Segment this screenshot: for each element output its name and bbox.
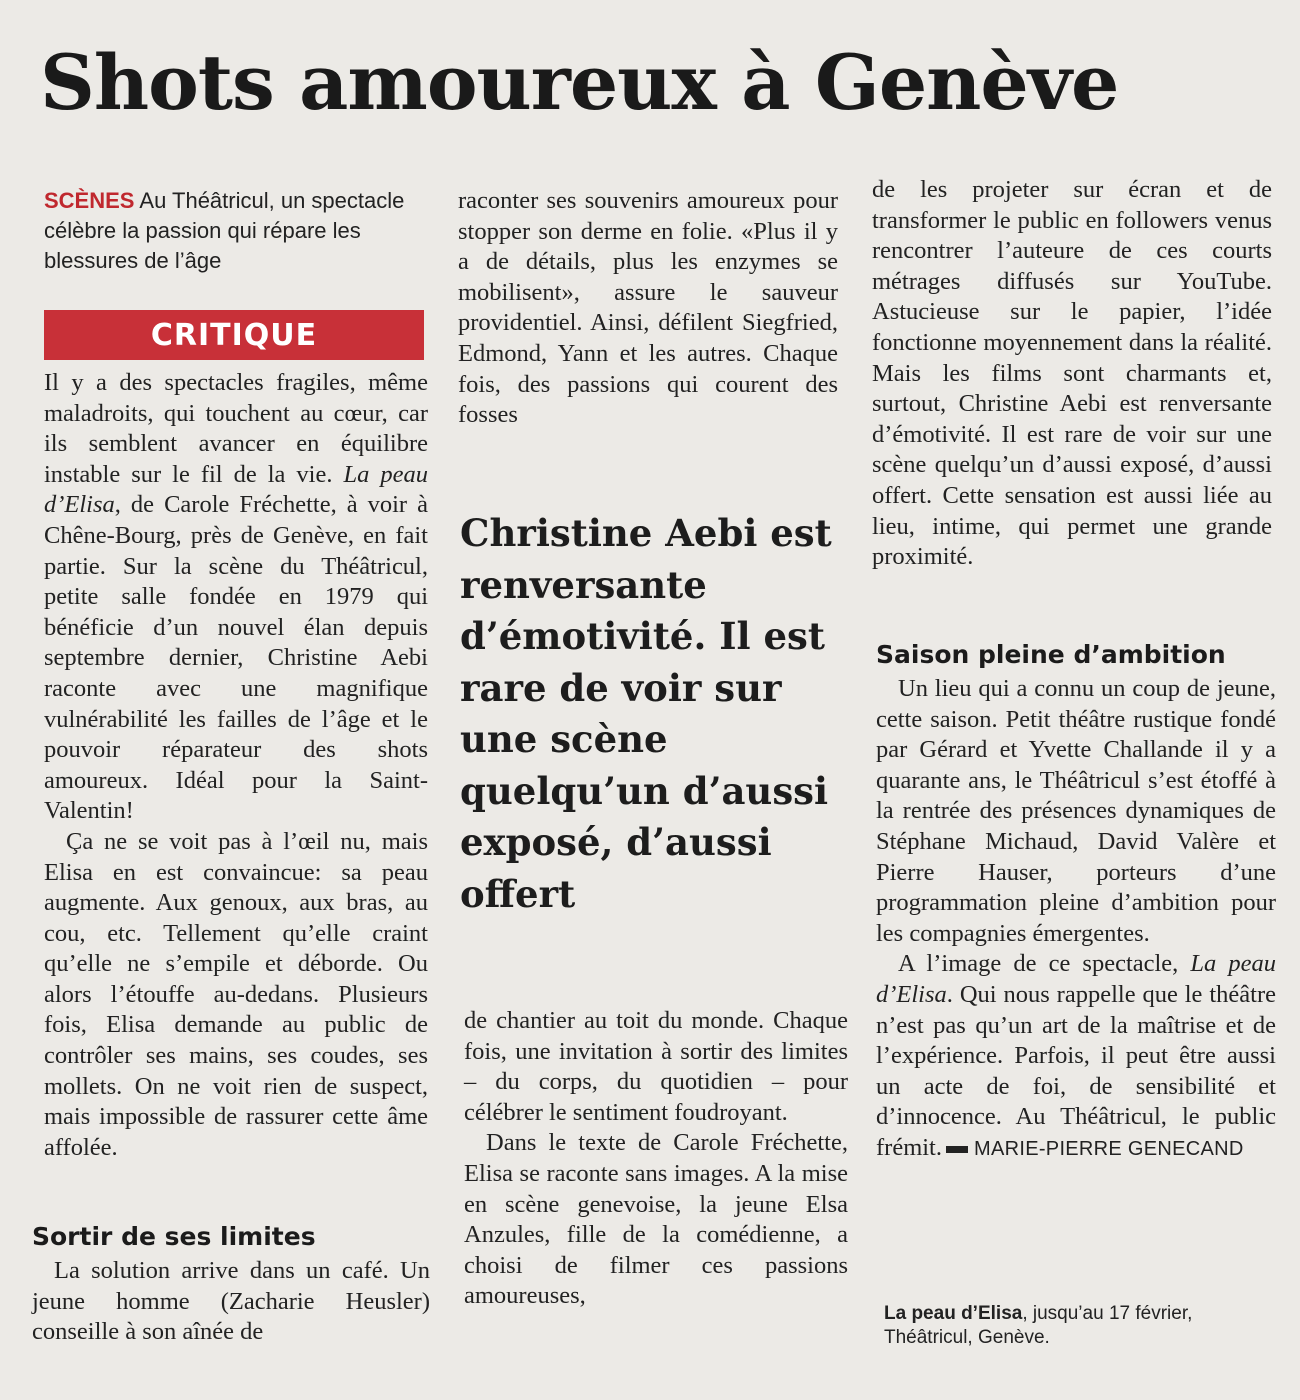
rubric-label: SCÈNES: [44, 188, 135, 213]
column-3-top: [872, 175, 1272, 573]
info-title: La peau d’Elisa: [884, 1303, 1023, 1324]
info-text: , jusqu’au 17 février, Théâtricul, Genève.: [884, 1303, 1193, 1348]
critique-banner: [44, 310, 424, 360]
paragraph: Dans le texte de Carole Fréchette, Elisa se raconte sans images. A la mise en scène genevoise, la jeune Elsa Anzules, fille de la comédienne, a choisi de filmer ces passions amoureuses,: [464, 1129, 848, 1310]
column-2-top: [458, 186, 838, 431]
play-title: La peau d’Elisa: [44, 460, 429, 519]
info-box: [884, 1302, 1284, 1350]
paragraph: de les projeter sur écran et de transformer le public en followers venus rencontrer l’auteure de ces courts métrages diffusés sur YouTube. Astucieuse sur le papier, l’idée fonctionne moyennement dans la réalité. Mais les films sont charmants et, surtout, Christine Aebi est renversante d’émotivité. Il est rare de voir sur une scène quelqu’un d’aussi exposé, d’aussi offert. Cette sensation est aussi liée au lieu, intime, qui permet une grande proximité.: [872, 176, 1272, 571]
text-run: , de Carole Fréchette, à voir à Chêne-Bourg, près de Genève, en fait partie. Sur la scène du Théâtricul, petite salle fondée en 1979 qui bénéficie d’un nouvel élan depuis septembre dernier, Christine Aebi raconte avec une magnifique vulnérabilité les failles de l’âge et le pouvoir réparateur des shots amoureux. Idéal pour la Saint-Valentin!: [44, 491, 428, 825]
paragraph-intro: [44, 368, 428, 827]
pull-quote: Christine Aebi est renversante d’émotivité. Il est rare de voir sur une scène quelqu’un d’aussi exposé, d’aussi offert: [460, 511, 832, 916]
subhead-saison: Saison pleine d’ambition: [876, 640, 1226, 669]
play-title: La peau d’Elisa: [876, 950, 1276, 1008]
paragraph: raconter ses souvenirs amoureux pour stopper son derme en folie. «Plus il y a de détails, plus les enzymes se mobilisent», assure le sauveur providentiel. Ainsi, défilent Siegfried, Edmond, Yann et les autres. Chaque fois, des passions qui courent des fosses: [458, 187, 838, 429]
column-2-bottom: [464, 1006, 848, 1312]
column-1-end: [32, 1256, 430, 1348]
headline: Shots amoureux à Genève: [40, 38, 1119, 127]
paragraph: Un lieu qui a connu un coup de jeune, cette saison. Petit théâtre rustique fondé par Gérard et Yvette Challande il y a quarante ans, le Théâtricul s’est étoffé à la rentrée des présences dynamiques de Stéphane Michaud, David Valère et Pierre Hauser, porteurs d’une programmation pleine d’ambition pour les compagnies émergentes.: [876, 675, 1276, 947]
paragraph: de chantier au toit du monde. Chaque fois, une invitation à sortir des limites – du corps, du quotidien – pour célébrer le sentiment foudroyant.: [464, 1007, 848, 1126]
paragraph-final: [876, 949, 1276, 1164]
kicker-text: Au Théâtricul, un spectacle célèbre la passion qui répare les blessures de l’âge: [44, 188, 405, 273]
text-run: Il y a des spectacles fragiles, même maladroits, qui touchent au cœur, car ils semblent avancer en équilibre instable sur le fil de la vie.: [44, 369, 428, 488]
byline-dash: [946, 1146, 968, 1153]
byline: MARIE-PIERRE GENECAND: [974, 1137, 1244, 1160]
paragraph: La solution arrive dans un café. Un jeune homme (Zacharie Heusler) conseille à son aînée de: [32, 1257, 430, 1346]
critique-label: CRITIQUE: [150, 317, 318, 353]
text-run: A l’image de ce spectacle,: [898, 950, 1191, 978]
column-1: [44, 368, 428, 1163]
text-run: . Qui nous rappelle que le théâtre n’est pas qu’un art de la maîtrise et de l’expérience. Parfois, il peut être aussi un acte de foi, de sensibilité et d’innocence. Au Théâtricul, le public frémit.: [876, 980, 1276, 1161]
subhead-sortir: Sortir de ses limites: [32, 1222, 316, 1251]
column-3-bottom: [876, 674, 1276, 1165]
paragraph: Ça ne se voit pas à l’œil nu, mais Elisa en est convaincue: sa peau augmente. Aux genoux, aux bras, au cou, etc. Tellement qu’elle craint qu’elle ne s’empile et déborde. Ou alors l’étouffe au-dedans. Plusieurs fois, Elisa demande au public de contrôler ses mains, ses coudes, ses mollets. On ne voit rien de suspect, mais impossible de rassurer cette âme affolée.: [44, 827, 428, 1161]
kicker: [44, 186, 424, 276]
